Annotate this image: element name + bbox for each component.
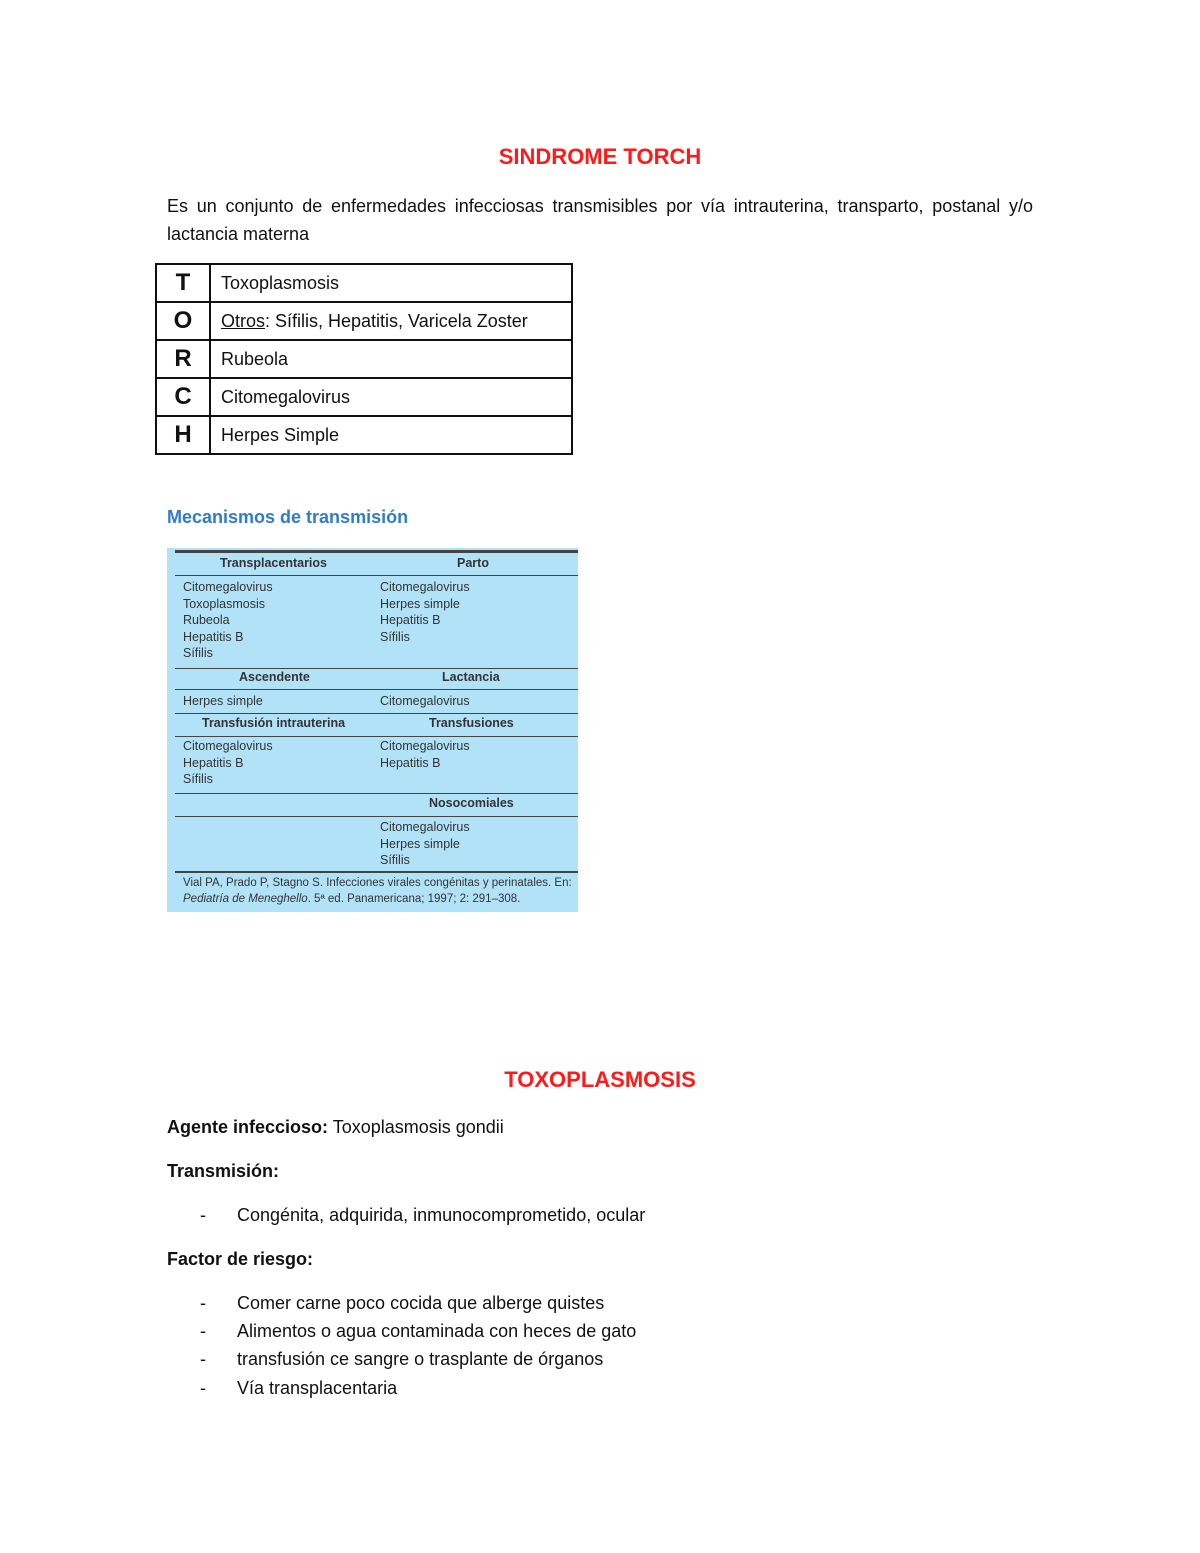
- table-rule: [175, 668, 578, 669]
- intro-paragraph: Es un conjunto de enfermedades infecciosas transmisibles por vía intrauterina, transparto, postanal y/o lactancia materna: [167, 196, 1033, 244]
- torch-description: [210, 302, 572, 340]
- citation-line: Vial PA, Prado P, Stagno S. Infecciones virales congénitas y perinatales. En:: [183, 877, 572, 889]
- header-transplacentarios: Transplacentarios: [220, 556, 327, 570]
- table-rule: [175, 550, 578, 553]
- citation-tail: . 5ª ed. Panamericana; 1997; 2: 291–308.: [307, 893, 521, 905]
- list-item: - transfusión ce sangre o trasplante de órganos: [200, 1349, 604, 1369]
- torch-row: [156, 378, 572, 416]
- list-transfusion-intrauterina: Citomegalovirus Hepatitis B Sífilis: [183, 739, 273, 786]
- riesgo-label: Factor de riesgo:: [167, 1249, 314, 1269]
- citation-book: Pediatría de Meneghello: [183, 893, 308, 905]
- agente-line: [167, 1117, 504, 1138]
- header-transfusion-intrauterina: Transfusión intrauterina: [202, 716, 346, 730]
- table-rule: [175, 689, 578, 690]
- header-nosocomiales: Nosocomiales: [429, 796, 514, 810]
- section-title: TOXOPLASMOSIS: [504, 1067, 696, 1092]
- list-parto: Citomegalovirus Herpes simple Hepatitis B Sífilis: [380, 580, 470, 644]
- transmision-label: Transmisión:: [167, 1161, 280, 1181]
- list-item-text: Congénita, adquirida, inmunocomprometido, ocular: [237, 1205, 646, 1225]
- header-lactancia: Lactancia: [442, 670, 500, 684]
- torch-table: [155, 263, 573, 455]
- table-rule: [175, 793, 578, 794]
- mechanisms-heading: Mecanismos de transmisión: [167, 507, 409, 527]
- torch-letter: H: [156, 416, 210, 454]
- list-transfusiones: Citomegalovirus Hepatitis B: [380, 739, 470, 770]
- header-parto: Parto: [457, 556, 489, 570]
- otros-list: : Sífilis, Hepatitis, Varicela Zoster: [265, 310, 528, 331]
- list-item: - Vía transplacentaria: [200, 1378, 398, 1398]
- table-rule: [175, 736, 578, 737]
- torch-letter: C: [156, 378, 210, 416]
- torch-row: [156, 264, 572, 302]
- list-item-text: transfusión ce sangre o trasplante de órganos: [237, 1349, 604, 1369]
- list-item: - Congénita, adquirida, inmunocomprometido, ocular: [200, 1205, 646, 1225]
- list-nosocomiales: Citomegalovirus Herpes simple Sífilis: [380, 820, 470, 867]
- table-rule: [175, 575, 578, 576]
- torch-letter: O: [156, 302, 210, 340]
- citation: [183, 875, 572, 907]
- transmission-table-image: [167, 548, 578, 912]
- agente-label: Agente infeccioso:: [167, 1117, 329, 1137]
- list-transplacentarios: Citomegalovirus Toxoplasmosis Rubeola Hepatitis B Sífilis: [183, 580, 273, 660]
- torch-description: Rubeola: [210, 340, 572, 378]
- list-item: - Alimentos o agua contaminada con heces de gato: [200, 1321, 637, 1341]
- torch-description: Citomegalovirus: [210, 378, 572, 416]
- torch-letter: T: [156, 264, 210, 302]
- list-item-text: Alimentos o agua contaminada con heces de gato: [237, 1321, 637, 1341]
- list-lactancia: Citomegalovirus: [380, 694, 470, 708]
- torch-letter: R: [156, 340, 210, 378]
- torch-row: [156, 340, 572, 378]
- table-rule: [175, 713, 578, 714]
- header-ascendente: Ascendente: [239, 670, 310, 684]
- otros-label: Otros: [221, 310, 266, 331]
- torch-row: [156, 416, 572, 454]
- torch-description: Toxoplasmosis: [210, 264, 572, 302]
- agente-value: Toxoplasmosis gondii: [328, 1117, 504, 1137]
- page-title: SINDROME TORCH: [498, 144, 702, 169]
- list-item: - Comer carne poco cocida que alberge quistes: [200, 1293, 605, 1313]
- table-rule: [175, 871, 578, 873]
- list-item-text: Comer carne poco cocida que alberge quistes: [237, 1293, 605, 1313]
- list-ascendente: Herpes simple: [183, 694, 263, 708]
- torch-description: Herpes Simple: [210, 416, 572, 454]
- torch-row: [156, 302, 572, 340]
- header-transfusiones: Transfusiones: [429, 716, 514, 730]
- list-item-text: Vía transplacentaria: [237, 1378, 398, 1398]
- table-rule: [175, 816, 578, 817]
